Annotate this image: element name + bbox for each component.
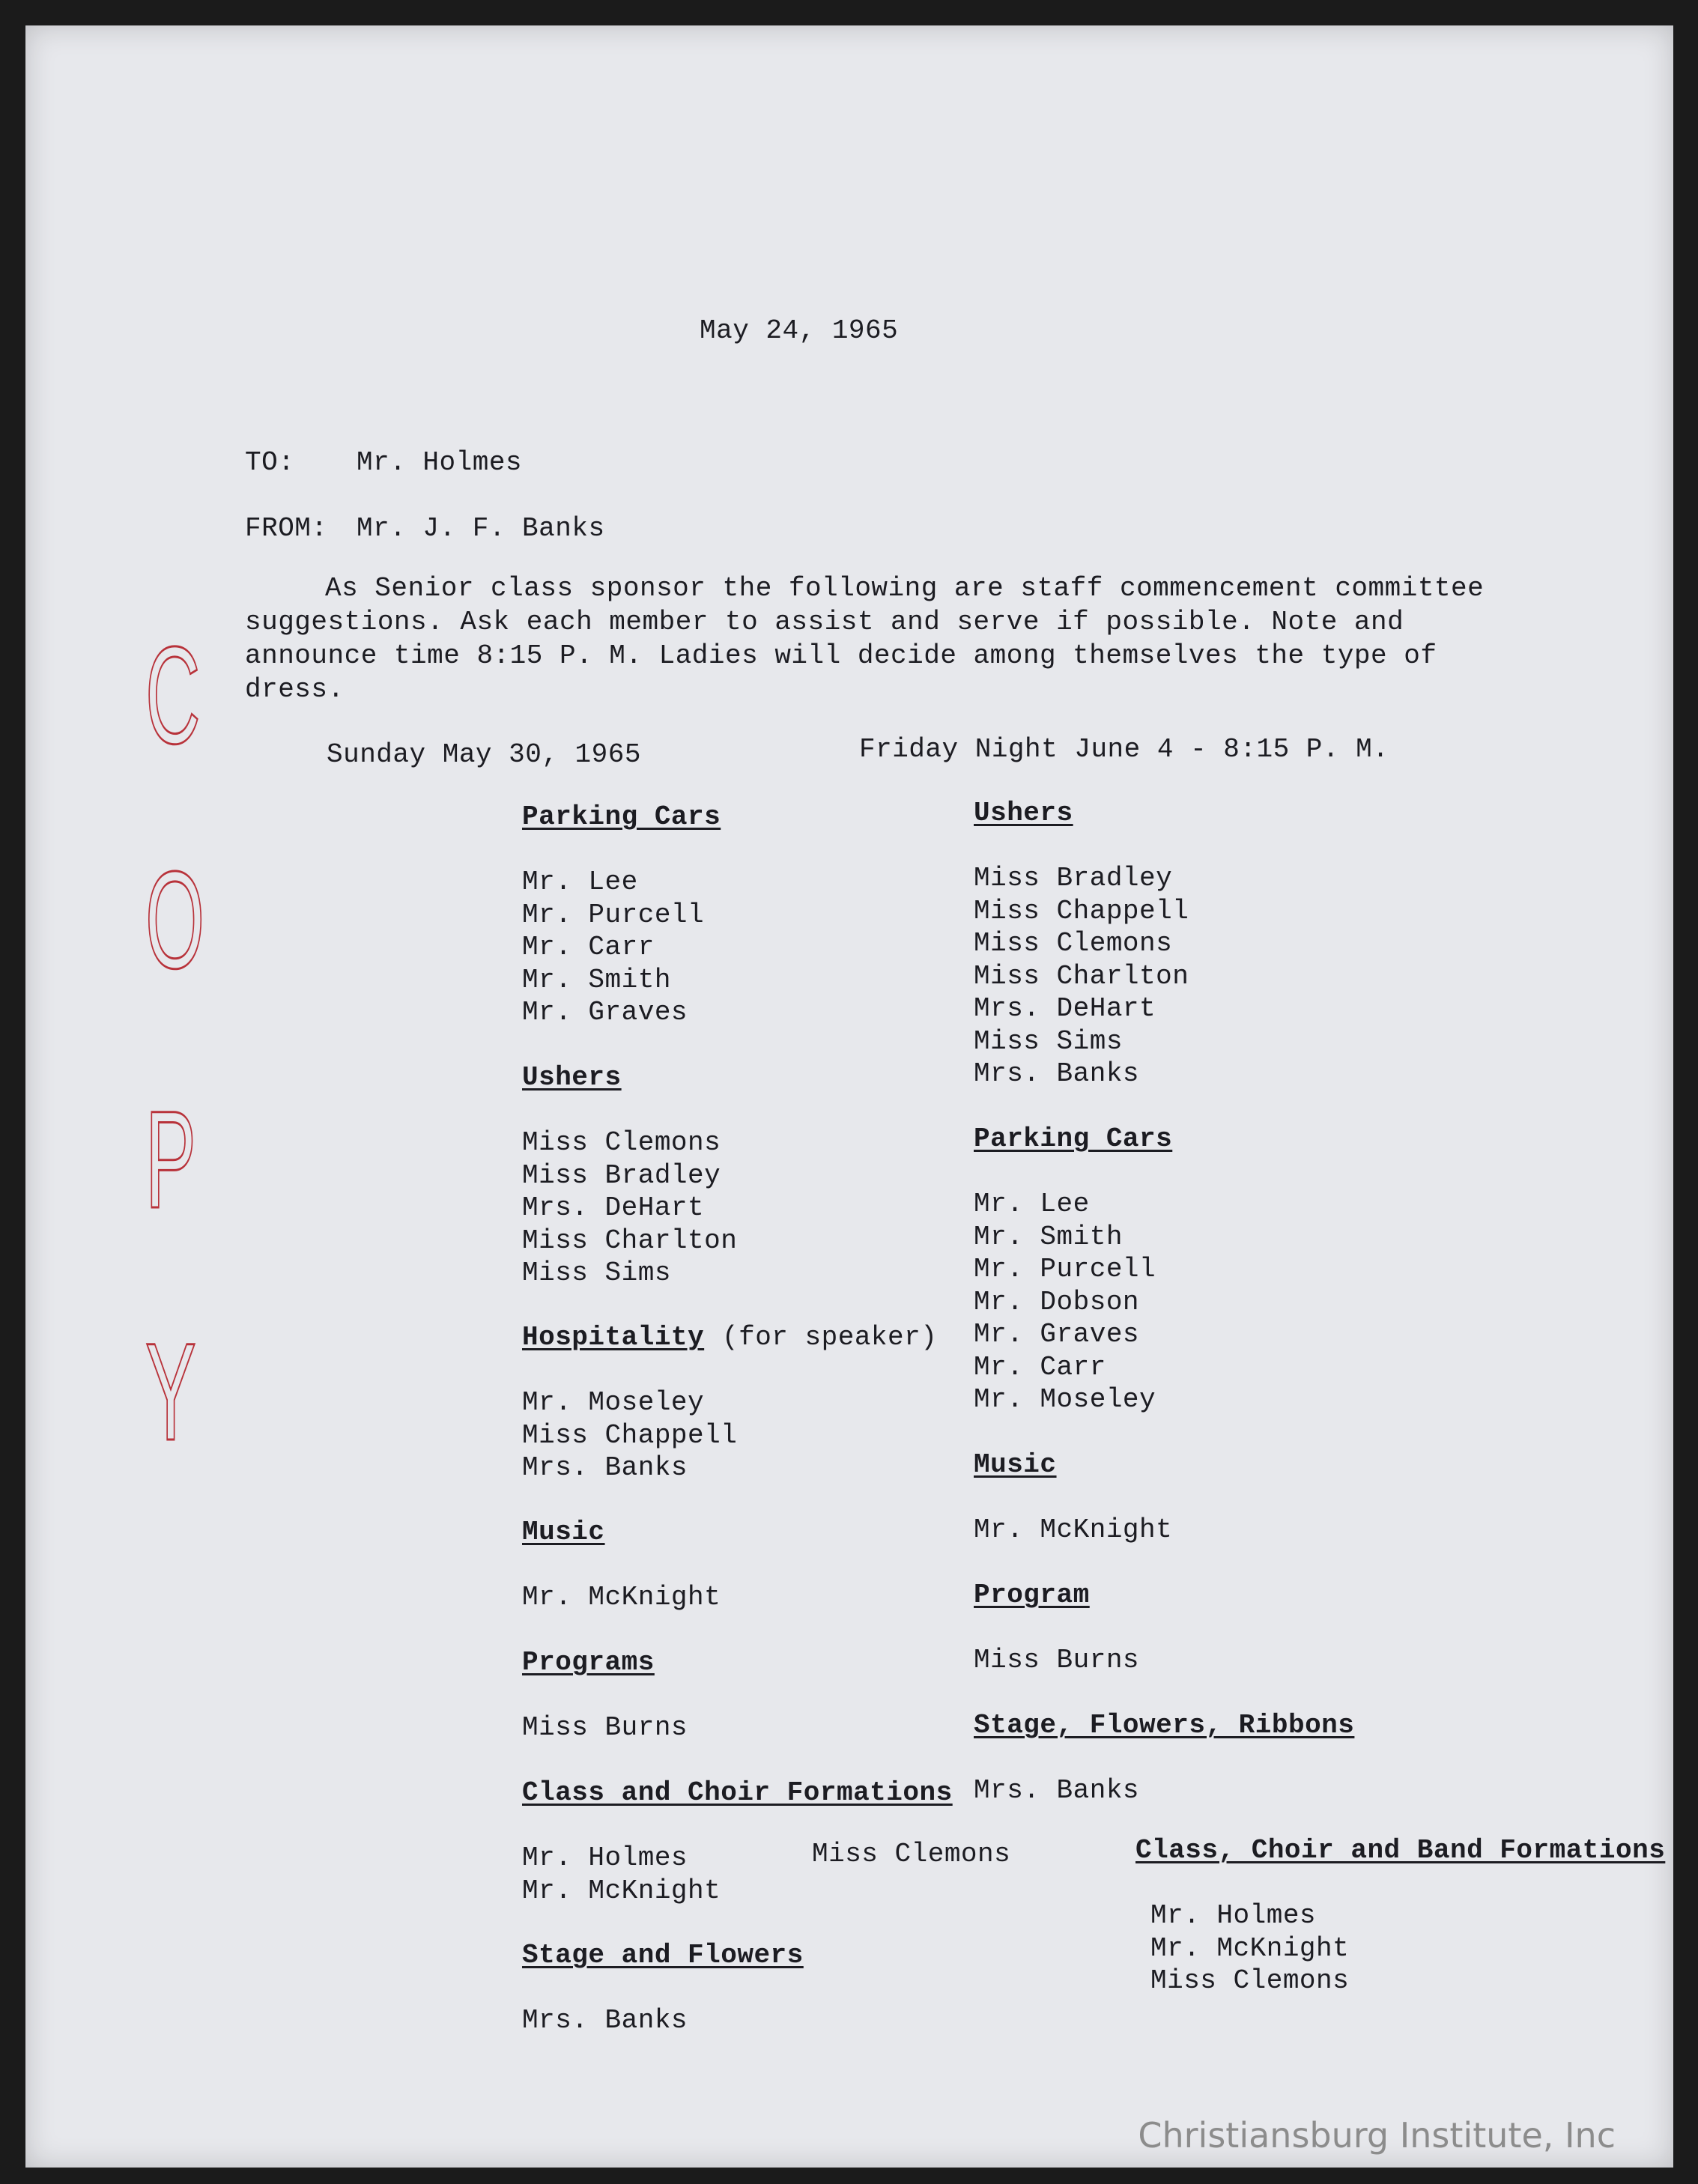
list-item: Mrs. DeHart [522, 1192, 705, 1223]
friday-parking-title: Parking Cars [974, 1123, 1173, 1154]
sunday-formations-extra: Miss Clemons [812, 1839, 1011, 1869]
friday-parking-list [974, 1188, 1156, 1416]
friday-formations-title: Class, Choir and Band Formations [1135, 1835, 1666, 1866]
sunday-formations-title: Class and Choir Formations [522, 1777, 953, 1808]
from-sender: Mr. J. F. Banks [357, 513, 605, 544]
list-item: Miss Sims [522, 1258, 671, 1288]
list-item: Mrs. DeHart [974, 993, 1156, 1024]
sunday-parking-title: Parking Cars [522, 801, 721, 832]
list-item: Miss Clemons [522, 1127, 721, 1158]
to-recipient: Mr. Holmes [357, 447, 523, 478]
sunday-formations-list [522, 1842, 721, 1907]
list-item: Mrs. Banks [974, 1058, 1140, 1089]
list-item: Mr. Purcell [974, 1254, 1156, 1284]
friday-ushers-list [974, 862, 1189, 1091]
list-item: Mr. Smith [974, 1221, 1123, 1252]
body-line: suggestions. Ask each member to assist and serve if possible. Note and [245, 607, 1404, 637]
list-item: Mrs. Banks [522, 1452, 688, 1483]
sunday-heading: Sunday May 30, 1965 [327, 739, 641, 770]
sunday-hospitality-note: (for speaker) [722, 1322, 938, 1353]
to-label: TO: [245, 447, 295, 478]
list-item: Miss Bradley [522, 1159, 721, 1191]
list-item: Mr. Carr [522, 932, 655, 962]
list-item: Miss Burns [974, 1645, 1140, 1675]
copy-stamp-letter: O [145, 843, 205, 998]
friday-music-title: Music [974, 1449, 1057, 1480]
list-item: Mr. Moseley [522, 1387, 705, 1418]
list-item: Mr. Graves [974, 1319, 1140, 1350]
list-item: Mr. Lee [974, 1189, 1090, 1219]
list-item: Mr. McKnight [974, 1514, 1173, 1545]
list-item: Miss Clemons [974, 928, 1173, 959]
body-line: dress. [245, 674, 345, 705]
sunday-hospitality-list [522, 1386, 737, 1484]
list-item: Mr. Smith [522, 964, 671, 995]
body-line: announce time 8:15 P. M. Ladies will decide among themselves the type of [245, 640, 1437, 671]
copy-stamp-letter: P [145, 1083, 196, 1237]
friday-heading: Friday Night June 4 - 8:15 P. M. [859, 734, 1389, 765]
list-item: Miss Charlton [974, 960, 1189, 992]
copy-stamp-letter: C [145, 619, 201, 773]
sunday-parking-list [522, 866, 704, 1029]
body-line: As Senior class sponsor the following are staff commencement committee [325, 573, 1485, 604]
friday-formations-list [1150, 1899, 1349, 1998]
sunday-ushers-title: Ushers [522, 1062, 622, 1093]
list-item: Miss Burns [522, 1712, 688, 1743]
list-item: Mr. Carr [974, 1351, 1106, 1383]
sunday-programs-title: Programs [522, 1647, 655, 1678]
list-item: Mr. Lee [522, 867, 638, 897]
list-item: Miss Charlton [522, 1225, 738, 1256]
friday-program-title: Program [974, 1580, 1090, 1610]
document-page [25, 25, 1673, 2168]
list-item: Mr. McKnight [522, 1582, 721, 1613]
from-label: FROM: [245, 513, 328, 544]
list-item: Mr. Purcell [522, 899, 705, 930]
copy-stamp-letter: Y [145, 1315, 196, 1469]
sunday-stage-title: Stage and Flowers [522, 1940, 804, 1971]
friday-stage-title: Stage, Flowers, Ribbons [974, 1710, 1355, 1741]
list-item: Miss Clemons [1150, 1965, 1350, 1996]
list-item: Mr. Graves [522, 997, 688, 1028]
sunday-music-title: Music [522, 1517, 605, 1547]
list-item: Mr. Holmes [522, 1842, 688, 1873]
list-item: Mr. McKnight [522, 1875, 721, 1906]
list-item: Mr. McKnight [1150, 1932, 1350, 1964]
friday-ushers-title: Ushers [974, 798, 1073, 828]
list-item: Mr. Dobson [974, 1286, 1140, 1317]
list-item: Mrs. Banks [522, 2005, 688, 2036]
sunday-hospitality-title: Hospitality [522, 1322, 705, 1353]
memo-date: May 24, 1965 [700, 315, 899, 346]
list-item: Miss Bradley [974, 863, 1173, 894]
sunday-ushers-list [522, 1126, 737, 1290]
list-item: Mr. Holmes [1150, 1900, 1317, 1931]
list-item: Mrs. Banks [974, 1775, 1140, 1806]
list-item: Miss Chappell [522, 1419, 738, 1451]
watermark: Christiansburg Institute, Inc [1138, 2115, 1616, 2156]
list-item: Miss Sims [974, 1025, 1123, 1057]
list-item: Miss Chappell [974, 895, 1189, 926]
list-item: Mr. Moseley [974, 1384, 1156, 1415]
